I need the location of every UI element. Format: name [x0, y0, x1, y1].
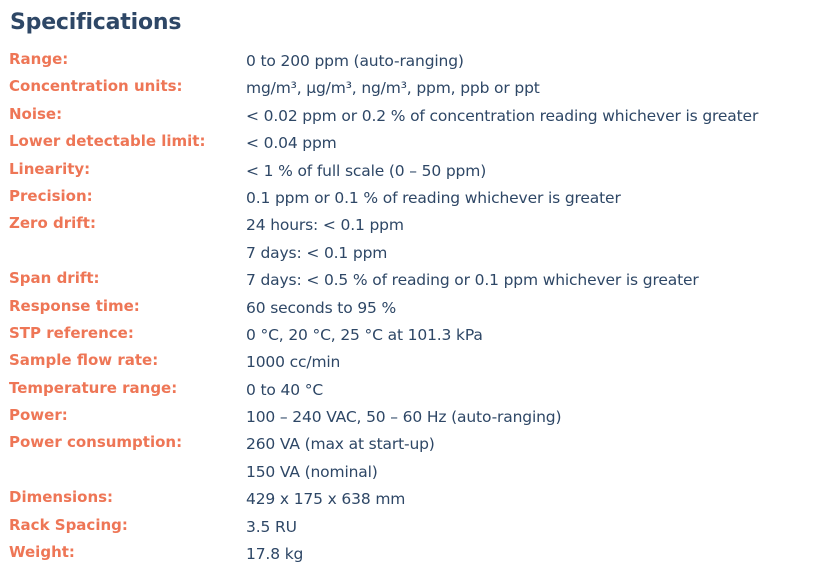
spec-value: 0 to 40 °C [246, 380, 323, 399]
spec-label: Power consumption: [9, 433, 183, 452]
page-title: Specifications [10, 10, 182, 35]
spec-row-linearity [0, 158, 839, 185]
spec-row-sample-flow-rate [0, 349, 839, 376]
spec-row-response-time [0, 295, 839, 322]
spec-label: Concentration units: [9, 77, 183, 96]
spec-value: 0 °C, 20 °C, 25 °C at 101.3 kPa [246, 325, 483, 344]
spec-row-range [0, 48, 839, 75]
spec-value: 7 days: < 0.1 ppm [246, 243, 388, 262]
spec-row-concentration-units [0, 75, 839, 102]
spec-row-temperature-range [0, 377, 839, 404]
spec-row-power [0, 404, 839, 431]
spec-row-noise [0, 103, 839, 130]
spec-label: Temperature range: [9, 378, 178, 397]
spec-value: < 1 % of full scale (0 – 50 ppm) [246, 161, 487, 180]
spec-value: 7 days: < 0.5 % of reading or 0.1 ppm whichever is greater [246, 271, 699, 290]
spec-row-stp-reference [0, 322, 839, 349]
spec-label: Span drift: [9, 269, 100, 288]
spec-value: < 0.04 ppm [246, 134, 337, 153]
spec-row-power-consumption-continued [0, 459, 839, 486]
spec-row-zero-drift [0, 212, 839, 239]
spec-label: Rack Spacing: [9, 515, 128, 534]
spec-row-zero-drift-continued [0, 240, 839, 267]
spec-value: 100 – 240 VAC, 50 – 60 Hz (auto-ranging) [246, 408, 562, 427]
spec-row-rack-spacing [0, 514, 839, 541]
spec-value: 0 to 200 ppm (auto-ranging) [246, 52, 464, 70]
spec-value: 429 x 175 x 638 mm [246, 490, 406, 509]
spec-label: Power: [9, 406, 68, 425]
spec-value: 0.1 ppm or 0.1 % of reading whichever is greater [246, 188, 621, 207]
specifications-table [0, 48, 839, 568]
spec-label: Dimensions: [9, 488, 114, 507]
spec-label: Sample flow rate: [9, 351, 159, 370]
spec-value: 3.5 RU [246, 517, 297, 536]
spec-label: Noise: [9, 104, 63, 123]
spec-value: 1000 cc/min [246, 353, 341, 372]
spec-value: 60 seconds to 95 % [246, 298, 397, 317]
spec-value: < 0.02 ppm or 0.2 % of concentration reading whichever is greater [246, 106, 759, 125]
spec-label: Weight: [9, 543, 75, 562]
spec-label: Zero drift: [9, 214, 96, 233]
spec-row-lower-detectable-limit [0, 130, 839, 157]
spec-label: Lower detectable limit: [9, 132, 206, 151]
spec-row-dimensions [0, 486, 839, 513]
spec-value: 150 VA (nominal) [246, 462, 378, 481]
spec-row-weight [0, 541, 839, 568]
spec-row-power-consumption [0, 431, 839, 458]
spec-label: Response time: [9, 296, 140, 315]
spec-value: mg/m³, μg/m³, ng/m³, ppm, ppb or ppt [246, 79, 540, 98]
spec-value: 17.8 kg [246, 545, 304, 564]
spec-label: Range: [9, 50, 69, 68]
spec-value: 260 VA (max at start-up) [246, 435, 435, 454]
spec-label: Linearity: [9, 159, 91, 178]
spec-label: STP reference: [9, 323, 134, 342]
spec-label: Precision: [9, 186, 93, 205]
spec-row-precision [0, 185, 839, 212]
spec-value: 24 hours: < 0.1 ppm [246, 216, 404, 235]
spec-row-span-drift [0, 267, 839, 294]
